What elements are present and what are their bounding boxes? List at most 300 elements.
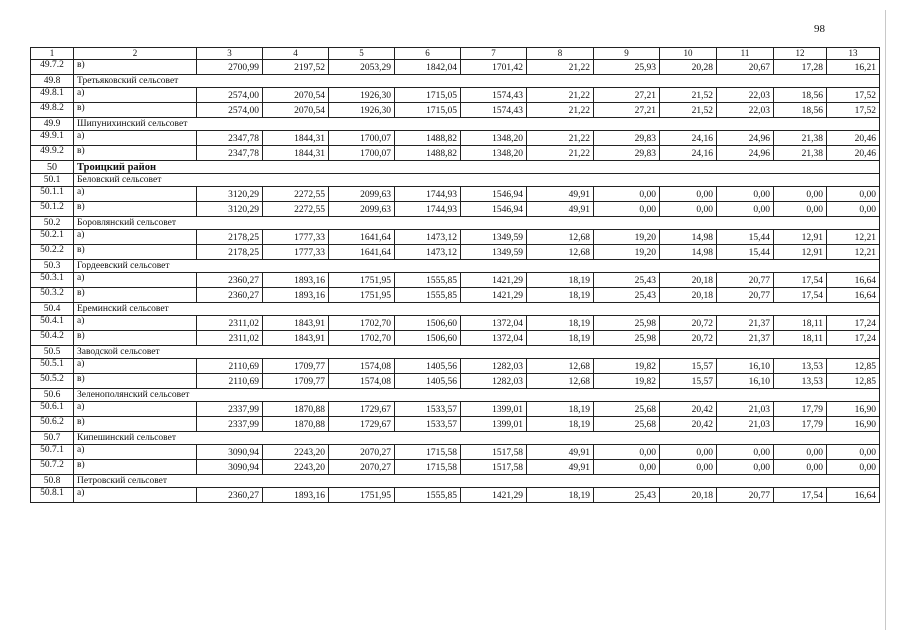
value-cell: 2110,69 [197,374,263,389]
value-cell: 15,44 [717,230,774,245]
table-row [31,445,880,460]
value-cell: 21,22 [527,60,594,75]
value-cell: 18,11 [774,331,827,346]
table-row [31,417,880,432]
value-cell: 1473,12 [395,245,461,260]
value-cell: 0,00 [774,445,827,460]
page-edge-line [885,10,886,630]
value-cell: 2337,99 [197,417,263,432]
section-name: Шипунихинский сельсовет [74,118,880,131]
section-row [31,475,880,488]
value-cell: 1893,16 [263,288,329,303]
value-cell: 24,96 [717,131,774,146]
value-cell: 1546,94 [461,202,527,217]
value-cell: 22,03 [717,103,774,118]
value-cell: 20,18 [660,273,717,288]
value-cell: 49,91 [527,202,594,217]
column-header: 6 [395,48,461,60]
value-cell: 0,00 [717,460,774,475]
row-code: 50.1.1 [31,187,74,202]
value-cell: 1709,77 [263,359,329,374]
section-code: 50.4 [31,303,74,316]
value-cell: 49,91 [527,187,594,202]
value-cell: 1517,58 [461,460,527,475]
value-cell: 25,43 [594,288,660,303]
value-cell: 1641,64 [329,245,395,260]
table-row [31,488,880,503]
page-number: 98 [814,23,825,35]
table-row [31,202,880,217]
value-cell: 16,90 [827,402,880,417]
value-cell: 2070,54 [263,103,329,118]
row-code: 49.8.2 [31,103,74,118]
value-cell: 12,85 [827,374,880,389]
table-row [31,245,880,260]
district-name: Троицкий район [74,161,880,174]
value-cell: 0,00 [717,187,774,202]
section-name: Боровлянский сельсовет [74,217,880,230]
value-cell: 1349,59 [461,230,527,245]
table-row [31,402,880,417]
row-code: 50.5.2 [31,374,74,389]
value-cell: 2574,00 [197,103,263,118]
value-cell: 2070,27 [329,445,395,460]
row-code: 50.5.1 [31,359,74,374]
value-cell: 1555,85 [395,273,461,288]
value-cell: 2360,27 [197,488,263,503]
value-cell: 20,42 [660,402,717,417]
row-subitem: в) [74,331,197,346]
value-cell: 1700,07 [329,146,395,161]
value-cell: 13,53 [774,374,827,389]
value-cell: 21,37 [717,316,774,331]
value-cell: 17,52 [827,88,880,103]
value-cell: 18,19 [527,316,594,331]
value-cell: 1348,20 [461,146,527,161]
table-row [31,288,880,303]
table-row [31,273,880,288]
value-cell: 25,98 [594,316,660,331]
value-cell: 1700,07 [329,131,395,146]
value-cell: 2311,02 [197,316,263,331]
value-cell: 12,21 [827,230,880,245]
value-cell: 17,24 [827,316,880,331]
value-cell: 16,90 [827,417,880,432]
row-code: 49.7.2 [31,60,74,75]
value-cell: 1641,64 [329,230,395,245]
value-cell: 25,43 [594,273,660,288]
value-cell: 12,91 [774,245,827,260]
section-row [31,389,880,402]
value-cell: 0,00 [827,187,880,202]
row-subitem: в) [74,374,197,389]
section-code: 50.8 [31,475,74,488]
row-subitem: а) [74,316,197,331]
value-cell: 0,00 [774,460,827,475]
value-cell: 21,22 [527,131,594,146]
section-name: Кипешинский сельсовет [74,432,880,445]
value-cell: 12,21 [827,245,880,260]
section-name: Зеленополянский сельсовет [74,389,880,402]
value-cell: 21,22 [527,88,594,103]
column-header: 1 [31,48,74,60]
section-row [31,217,880,230]
value-cell: 17,54 [774,488,827,503]
value-cell: 16,64 [827,288,880,303]
value-cell: 1348,20 [461,131,527,146]
value-cell: 1729,67 [329,402,395,417]
value-cell: 21,37 [717,331,774,346]
row-code: 50.2.2 [31,245,74,260]
value-cell: 12,68 [527,359,594,374]
value-cell: 1844,31 [263,146,329,161]
column-number-row [31,48,880,60]
table-row [31,103,880,118]
value-cell: 2360,27 [197,273,263,288]
value-cell: 2070,54 [263,88,329,103]
column-header: 3 [197,48,263,60]
value-cell: 19,20 [594,245,660,260]
table-row [31,359,880,374]
value-cell: 2178,25 [197,245,263,260]
value-cell: 1421,29 [461,488,527,503]
value-cell: 2360,27 [197,288,263,303]
value-cell: 1574,08 [329,359,395,374]
row-subitem: а) [74,131,197,146]
section-row [31,118,880,131]
section-code: 50.7 [31,432,74,445]
value-cell: 1926,30 [329,103,395,118]
section-name: Беловский сельсовет [74,174,880,187]
value-cell: 1870,88 [263,402,329,417]
value-cell: 0,00 [774,202,827,217]
value-cell: 24,16 [660,131,717,146]
value-cell: 2700,99 [197,60,263,75]
value-cell: 2347,78 [197,131,263,146]
table-row [31,131,880,146]
section-code: 50.2 [31,217,74,230]
row-subitem: а) [74,488,197,503]
section-code: 49.9 [31,118,74,131]
value-cell: 2243,20 [263,445,329,460]
row-subitem: а) [74,273,197,288]
value-cell: 29,83 [594,131,660,146]
value-cell: 12,68 [527,230,594,245]
column-header: 2 [74,48,197,60]
value-cell: 1744,93 [395,187,461,202]
row-subitem: а) [74,230,197,245]
value-cell: 1715,58 [395,445,461,460]
value-cell: 20,46 [827,146,880,161]
value-cell: 17,79 [774,417,827,432]
value-cell: 25,68 [594,402,660,417]
value-cell: 19,20 [594,230,660,245]
value-cell: 1777,33 [263,230,329,245]
value-cell: 1893,16 [263,488,329,503]
row-code: 50.7.2 [31,460,74,475]
value-cell: 1843,91 [263,316,329,331]
value-cell: 1926,30 [329,88,395,103]
value-cell: 1405,56 [395,359,461,374]
section-row [31,260,880,273]
row-code: 50.2.1 [31,230,74,245]
value-cell: 21,03 [717,417,774,432]
value-cell: 1751,95 [329,273,395,288]
value-cell: 12,68 [527,245,594,260]
value-cell: 0,00 [827,445,880,460]
value-cell: 0,00 [827,460,880,475]
column-header: 9 [594,48,660,60]
value-cell: 1574,43 [461,103,527,118]
row-code: 49.9.2 [31,146,74,161]
value-cell: 20,42 [660,417,717,432]
value-cell: 15,57 [660,374,717,389]
value-cell: 19,82 [594,374,660,389]
table-body [31,48,880,503]
value-cell: 16,10 [717,374,774,389]
column-header: 8 [527,48,594,60]
value-cell: 1399,01 [461,402,527,417]
section-name: Заводской сельсовет [74,346,880,359]
value-cell: 1488,82 [395,146,461,161]
value-cell: 0,00 [717,445,774,460]
value-cell: 1517,58 [461,445,527,460]
value-cell: 24,16 [660,146,717,161]
value-cell: 18,11 [774,316,827,331]
row-subitem: в) [74,103,197,118]
value-cell: 0,00 [594,202,660,217]
tariff-table [30,47,880,503]
value-cell: 21,38 [774,131,827,146]
section-code: 50.3 [31,260,74,273]
value-cell: 1709,77 [263,374,329,389]
district-row [31,161,880,174]
value-cell: 2272,55 [263,187,329,202]
value-cell: 1844,31 [263,131,329,146]
value-cell: 1399,01 [461,417,527,432]
table-row [31,374,880,389]
row-code: 50.6.1 [31,402,74,417]
column-header: 7 [461,48,527,60]
value-cell: 0,00 [660,460,717,475]
value-cell: 0,00 [827,202,880,217]
row-code: 50.4.2 [31,331,74,346]
section-row [31,303,880,316]
value-cell: 2337,99 [197,402,263,417]
row-code: 50.1.2 [31,202,74,217]
row-code: 50.7.1 [31,445,74,460]
value-cell: 21,22 [527,103,594,118]
value-cell: 20,72 [660,331,717,346]
value-cell: 1506,60 [395,331,461,346]
table-row [31,316,880,331]
value-cell: 1751,95 [329,288,395,303]
value-cell: 1715,58 [395,460,461,475]
value-cell: 1533,57 [395,417,461,432]
row-code: 50.3.2 [31,288,74,303]
row-code: 50.3.1 [31,273,74,288]
section-row [31,346,880,359]
value-cell: 1372,04 [461,331,527,346]
value-cell: 1729,67 [329,417,395,432]
section-code: 50.6 [31,389,74,402]
value-cell: 14,98 [660,230,717,245]
value-cell: 0,00 [774,187,827,202]
section-code: 50.5 [31,346,74,359]
value-cell: 3120,29 [197,187,263,202]
value-cell: 2197,52 [263,60,329,75]
table-row [31,146,880,161]
value-cell: 18,19 [527,488,594,503]
section-name: Третьяковский сельсовет [74,75,880,88]
value-cell: 20,77 [717,273,774,288]
table-row [31,460,880,475]
row-subitem: в) [74,288,197,303]
value-cell: 0,00 [660,202,717,217]
row-subitem: в) [74,60,197,75]
section-row [31,174,880,187]
row-subitem: в) [74,460,197,475]
row-subitem: а) [74,445,197,460]
value-cell: 18,19 [527,402,594,417]
column-header: 12 [774,48,827,60]
value-cell: 1574,43 [461,88,527,103]
value-cell: 1702,70 [329,316,395,331]
value-cell: 18,19 [527,273,594,288]
value-cell: 0,00 [594,445,660,460]
value-cell: 20,77 [717,288,774,303]
section-name: Гордеевский сельсовет [74,260,880,273]
value-cell: 1715,05 [395,88,461,103]
value-cell: 25,43 [594,488,660,503]
value-cell: 0,00 [660,187,717,202]
column-header: 11 [717,48,774,60]
value-cell: 2053,29 [329,60,395,75]
value-cell: 0,00 [660,445,717,460]
value-cell: 0,00 [594,187,660,202]
row-subitem: а) [74,359,197,374]
value-cell: 20,18 [660,288,717,303]
value-cell: 49,91 [527,460,594,475]
value-cell: 21,52 [660,103,717,118]
row-subitem: а) [74,88,197,103]
value-cell: 2347,78 [197,146,263,161]
value-cell: 17,54 [774,288,827,303]
row-subitem: в) [74,245,197,260]
value-cell: 2178,25 [197,230,263,245]
value-cell: 17,24 [827,331,880,346]
value-cell: 20,46 [827,131,880,146]
value-cell: 18,56 [774,103,827,118]
value-cell: 17,54 [774,273,827,288]
value-cell: 20,77 [717,488,774,503]
value-cell: 20,72 [660,316,717,331]
value-cell: 17,79 [774,402,827,417]
value-cell: 16,21 [827,60,880,75]
value-cell: 1405,56 [395,374,461,389]
section-code: 49.8 [31,75,74,88]
table-row [31,331,880,346]
value-cell: 20,28 [660,60,717,75]
value-cell: 17,28 [774,60,827,75]
value-cell: 1546,94 [461,187,527,202]
value-cell: 1533,57 [395,402,461,417]
table-row [31,60,880,75]
value-cell: 18,19 [527,288,594,303]
value-cell: 12,91 [774,230,827,245]
value-cell: 1349,59 [461,245,527,260]
row-code: 49.8.1 [31,88,74,103]
value-cell: 1701,42 [461,60,527,75]
value-cell: 12,68 [527,374,594,389]
value-cell: 3090,94 [197,445,263,460]
value-cell: 13,53 [774,359,827,374]
value-cell: 1421,29 [461,288,527,303]
table-row [31,187,880,202]
value-cell: 2574,00 [197,88,263,103]
value-cell: 21,52 [660,88,717,103]
value-cell: 1870,88 [263,417,329,432]
value-cell: 29,83 [594,146,660,161]
value-cell: 21,22 [527,146,594,161]
value-cell: 1555,85 [395,288,461,303]
value-cell: 24,96 [717,146,774,161]
value-cell: 18,19 [527,417,594,432]
value-cell: 15,44 [717,245,774,260]
value-cell: 16,64 [827,273,880,288]
column-header: 13 [827,48,880,60]
value-cell: 17,52 [827,103,880,118]
table-row [31,230,880,245]
value-cell: 25,68 [594,417,660,432]
row-subitem: в) [74,417,197,432]
value-cell: 25,93 [594,60,660,75]
value-cell: 49,91 [527,445,594,460]
value-cell: 21,03 [717,402,774,417]
value-cell: 1506,60 [395,316,461,331]
value-cell: 1843,91 [263,331,329,346]
value-cell: 2099,63 [329,202,395,217]
section-row [31,75,880,88]
value-cell: 1473,12 [395,230,461,245]
row-subitem: в) [74,146,197,161]
value-cell: 1777,33 [263,245,329,260]
table-row [31,88,880,103]
value-cell: 1372,04 [461,316,527,331]
value-cell: 3120,29 [197,202,263,217]
value-cell: 1488,82 [395,131,461,146]
row-subitem: а) [74,402,197,417]
value-cell: 19,82 [594,359,660,374]
section-name: Петровский сельсовет [74,475,880,488]
value-cell: 0,00 [717,202,774,217]
value-cell: 2110,69 [197,359,263,374]
column-header: 5 [329,48,395,60]
section-code: 50 [31,161,74,174]
value-cell: 2243,20 [263,460,329,475]
value-cell: 1751,95 [329,488,395,503]
column-header: 4 [263,48,329,60]
section-name: Ереминский сельсовет [74,303,880,316]
value-cell: 22,03 [717,88,774,103]
value-cell: 14,98 [660,245,717,260]
value-cell: 1574,08 [329,374,395,389]
value-cell: 27,21 [594,103,660,118]
value-cell: 20,18 [660,488,717,503]
value-cell: 20,67 [717,60,774,75]
value-cell: 3090,94 [197,460,263,475]
value-cell: 0,00 [594,460,660,475]
